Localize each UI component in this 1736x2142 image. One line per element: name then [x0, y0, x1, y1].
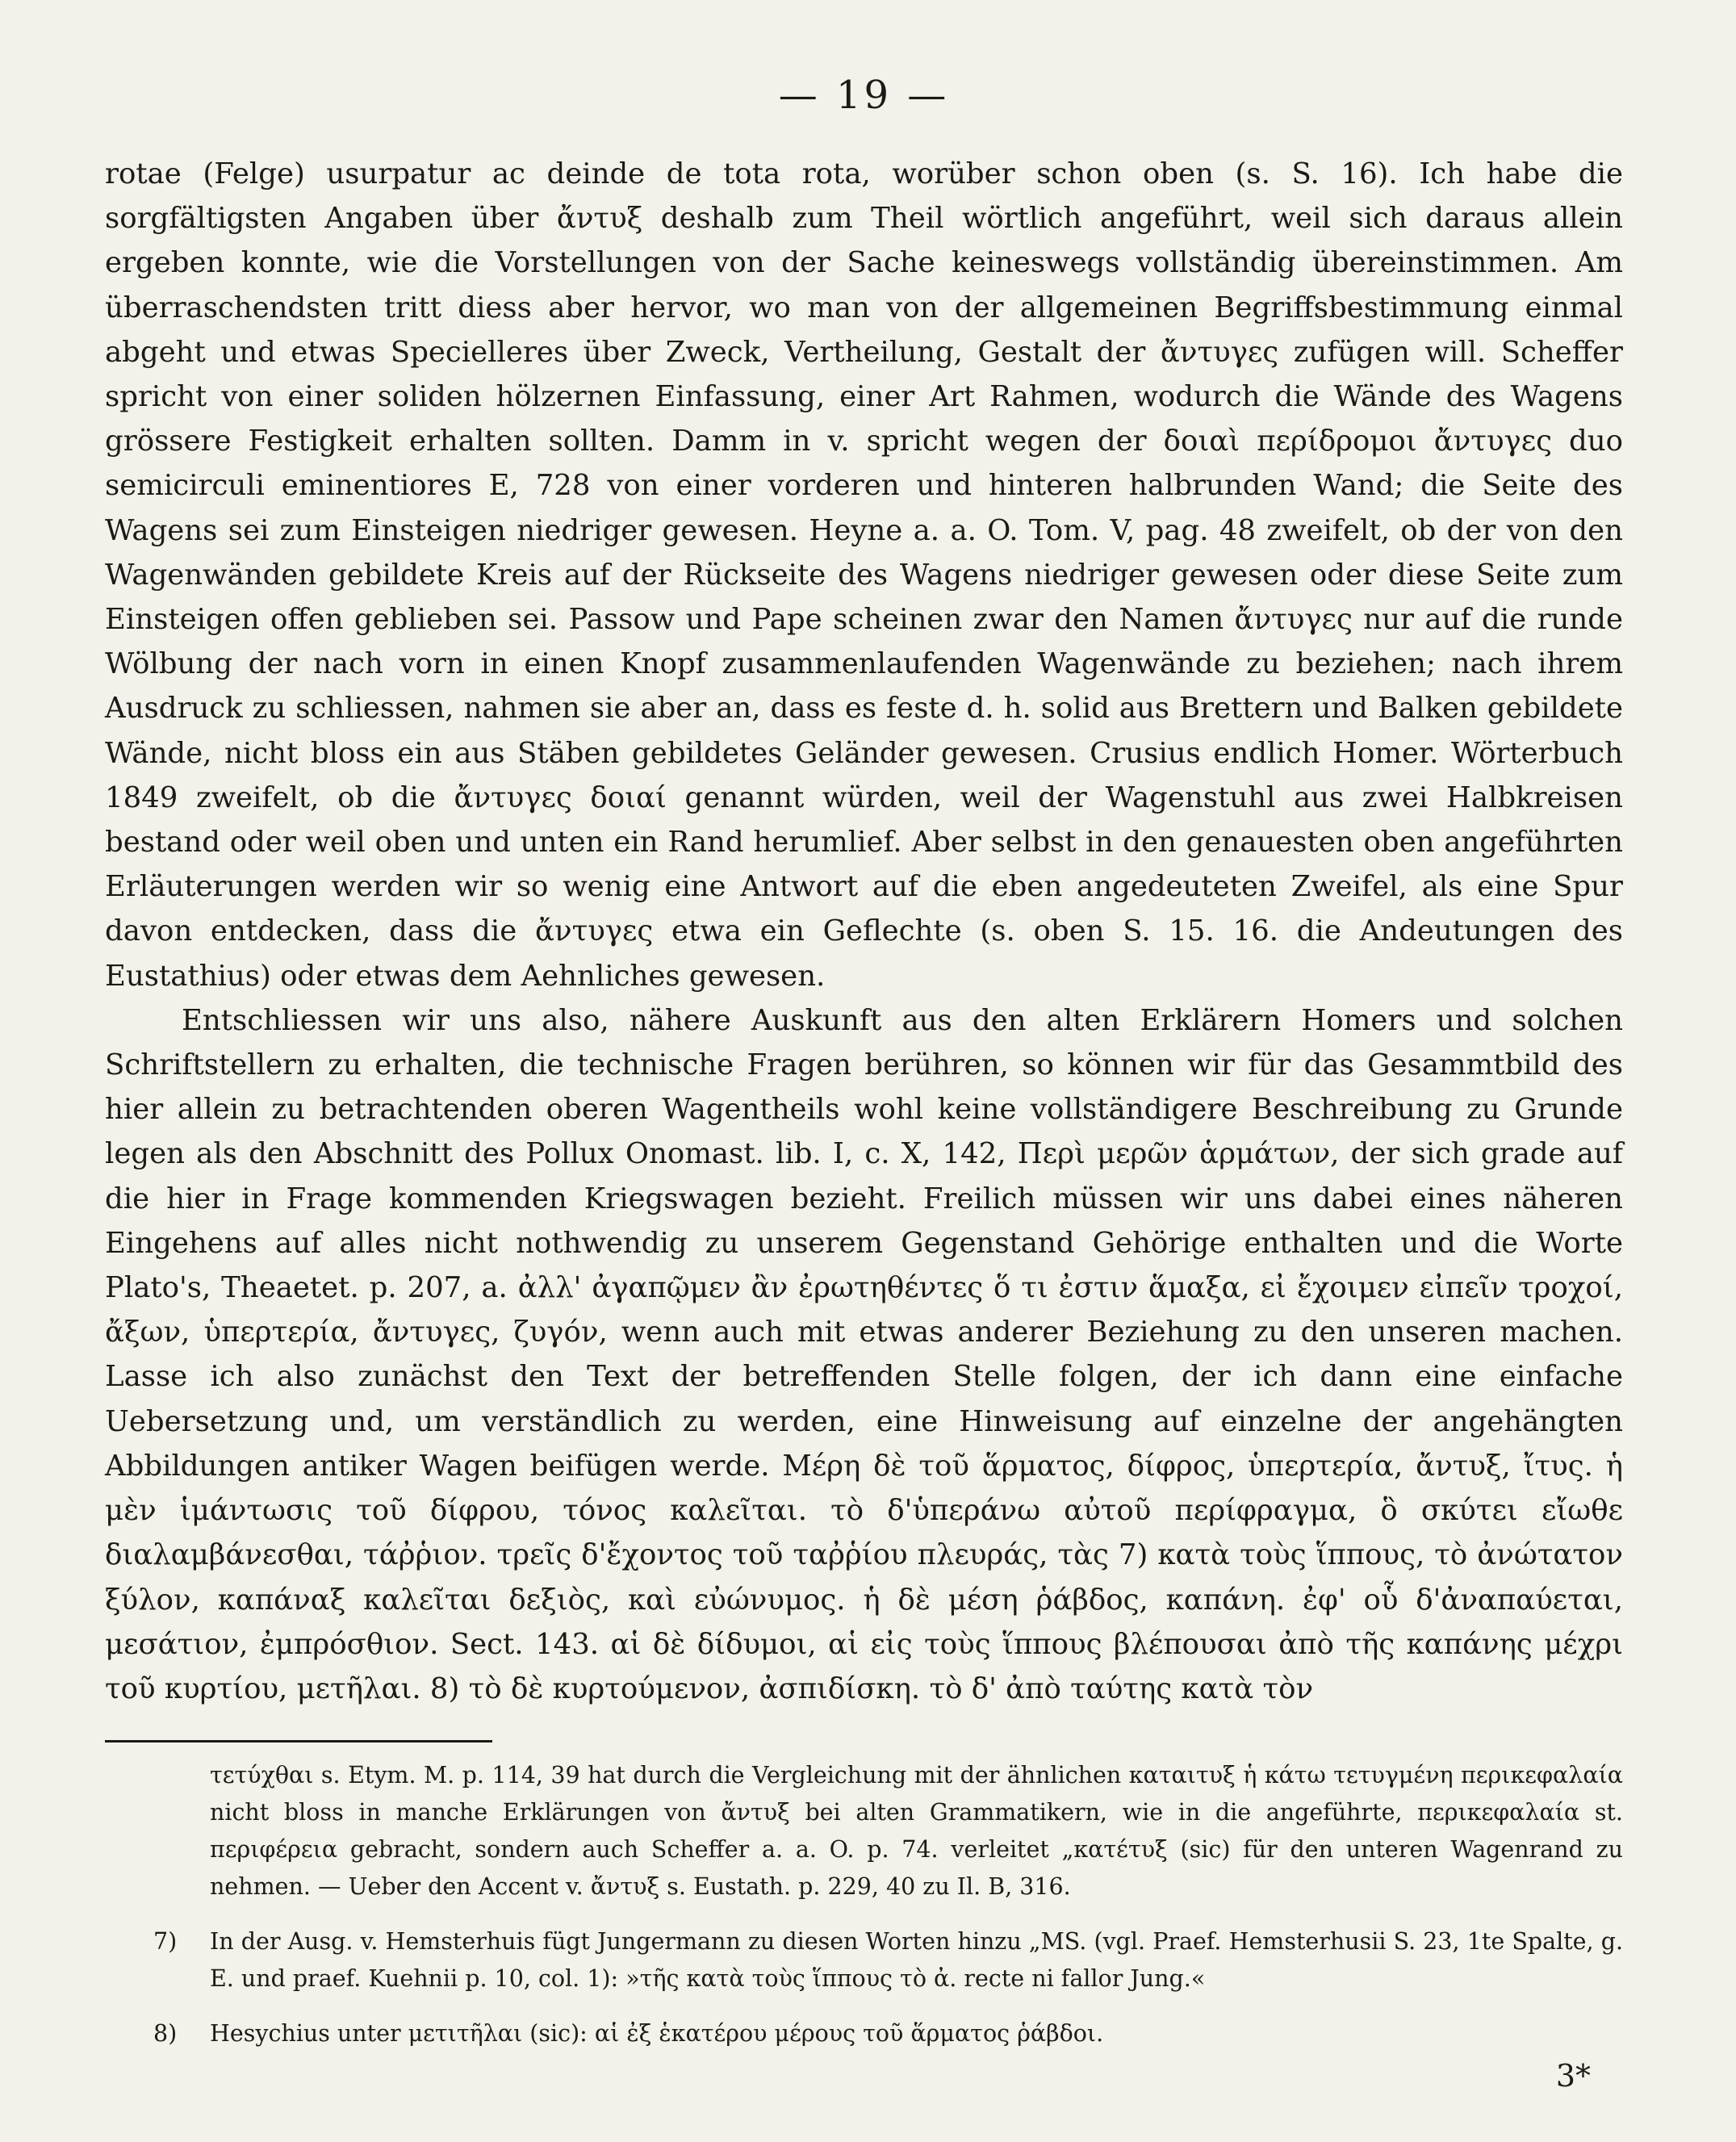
- footnote-divider: [105, 1740, 492, 1742]
- paragraph-2: Entschliessen wir uns also, nähere Auskunft aus den alten Erklärern Homers und solchen Schriftstellern zu erhalten, die technische Fragen berühren, so können wir für das Gesammtbild des hier allein zu betrachtenden oberen Wagentheils wohl keine vollständigere Beschreibung zu Grunde legen als den Abschnitt des Pollux Onomast. lib. I, c. X, 142, Περὶ μερῶν ἁρμάτων, der sich grade auf die hier in Frage kommenden Kriegswagen bezieht. Freilich müssen wir uns dabei eines näheren Eingehens auf alles nicht nothwendig zu unserem Gegenstand Gehörige enthalten und die Worte Plato's, Theaetet. p. 207, a. ἀλλ' ἀγαπῷμεν ἂν ἐρωτηθέντες ὅ τι ἐστιν ἅμαξα, εἰ ἔχοιμεν εἰπεῖν τροχοί, ἄξων, ὑπερτερία, ἄντυγες, ζυγόν, wenn auch mit etwas anderer Beziehung zu den unseren machen. Lasse ich also zunächst den Text der betreffenden Stelle folgen, der ich dann eine einfache Uebersetzung und, um verständlich zu werden, eine Hinweisung auf einzelne der angehängten Abbildungen antiker Wagen beifügen werde. Μέρη δὲ τοῦ ἅρματος, δίφρος, ὑπερτερία, ἄντυξ, ἴτυς. ἡ μὲν ἱμάντωσις τοῦ δίφρου, τόνος καλεῖται. τὸ δ'ὑπεράνω αὐτοῦ περίφραγμα, ὃ σκύτει εἴωθε διαλαμβάνεσθαι, τάῤῥιον. τρεῖς δ'ἔχοντος τοῦ ταῤῥίου πλευράς, τὰς 7) κατὰ τοὺς ἵππους, τὸ ἀνώτατον ξύλον, καπάναξ καλεῖται δεξιὸς, καὶ εὐώνυμος. ἡ δὲ μέση ῥάβδος, καπάνη. ἐφ' οὗ δ'ἀναπαύεται, μεσάτιον, ἐμπρόσθιον. Sect. 143. αἱ δὲ δίδυμοι, αἱ εἰς τοὺς ἵππους βλέπουσαι ἀπὸ τῆς καπάνης μέχρι τοῦ κυρτίου, μετῆλαι. 8) τὸ δὲ κυρτούμενον, ἀσπιδίσκη. τὸ δ' ἀπὸ ταύτης κατὰ τὸν: [105, 1003, 1623, 1705]
- footnote-7: [105, 1923, 1623, 1998]
- footnote-number: 8): [153, 2020, 178, 2048]
- paragraph-1: rotae (Felge) usurpatur ac deinde de tota rota, worüber schon oben (s. S. 16). Ich habe die sorgfältigsten Angaben über ἄντυξ deshalb zum Theil wörtlich angeführt, weil sich daraus allein ergeben konnte, wie die Vorstellungen von der Sache keineswegs vollständig übereinstimmen. Am überraschendsten tritt diess aber hervor, wo man von der allgemeinen Begriffsbestimmung einmal abgeht und etwas Specielleres über Zweck, Vertheilung, Gestalt der ἄντυγες zufügen will. Scheffer spricht von einer soliden hölzernen Einfassung, einer Art Rahmen, wodurch die Wände des Wagens grössere Festigkeit erhalten sollten. Damm in v. spricht wegen der δοιαὶ περίδρομοι ἄντυγες duo semicirculi eminentiores E, 728 von einer vorderen und hinteren halbrunden Wand; die Seite des Wagens sei zum Einsteigen niedriger gewesen. Heyne a. a. O. Tom. V, pag. 48 zweifelt, ob der von den Wagenwänden gebildete Kreis auf der Rückseite des Wagens niedriger gewesen oder diese Seite zum Einsteigen offen geblieben sei. Passow und Pape scheinen zwar den Namen ἄντυγες nur auf die runde Wölbung der nach vorn in einen Knopf zusammenlaufenden Wagenwände zu beziehen; nach ihrem Ausdruck zu schliessen, nahmen sie aber an, dass es feste d. h. solid aus Brettern und Balken gebildete Wände, nicht bloss ein aus Stäben gebildetes Geländer gewesen. Crusius endlich Homer. Wörterbuch 1849 zweifelt, ob die ἄντυγες δοιαί genannt würden, weil der Wagenstuhl aus zwei Halbkreisen bestand oder weil oben und unten ein Rand herumlief. Aber selbst in den genauesten oben angeführten Erläuterungen werden wir so wenig eine Antwort auf die eben angedeuteten Zweifel, als eine Spur davon entdecken, dass die ἄντυγες etwa ein Geflechte (s. oben S. 15. 16. die Andeutungen des Eustathius) oder etwas dem Aehnliches gewesen.: [105, 157, 1623, 993]
- page-number: — 19 —: [778, 73, 950, 118]
- footnote-number: 7): [153, 1928, 178, 1956]
- footnotes: [105, 1757, 1623, 2052]
- footnote-text: In der Ausg. v. Hemsterhuis fügt Jungermann zu diesen Worten hinzu „MS. (vgl. Praef. Hemsterhusii S. 23, 1te Spalte, g. E. und praef. Kuehnii p. 10, col. 1): »τῆς κατὰ τοὺς ἵππους τὸ ἀ. recte ni fallor Jung.«: [210, 1928, 1623, 1993]
- footnote-continuation: τετύχθαι s. Etym. M. p. 114, 39 hat durch die Vergleichung mit der ähnlichen καταιτυξ ἡ κάτω τετυγμένη περικεφαλαία nicht bloss in manche Erklärungen von ἄντυξ bei alten Grammatikern, wie in die angeführte, περικεφαλαία st. περιφέρεια gebracht, sondern auch Scheffer a. a. O. p. 74. verleitet „κατέτυξ (sic) für den unteren Wagenrand zu nehmen. — Ueber den Accent v. ἄντυξ s. Eustath. p. 229, 40 zu Il. B, 316.: [210, 1762, 1623, 1901]
- signature-mark: 3*: [1555, 2058, 1591, 2094]
- footnote-8: [105, 2015, 1623, 2052]
- footnote-text: Hesychius unter μετιτῆλαι (sic): αἱ ἐξ ἑκατέρου μέρους τοῦ ἅρματος ῥάβδοι.: [210, 2020, 1104, 2048]
